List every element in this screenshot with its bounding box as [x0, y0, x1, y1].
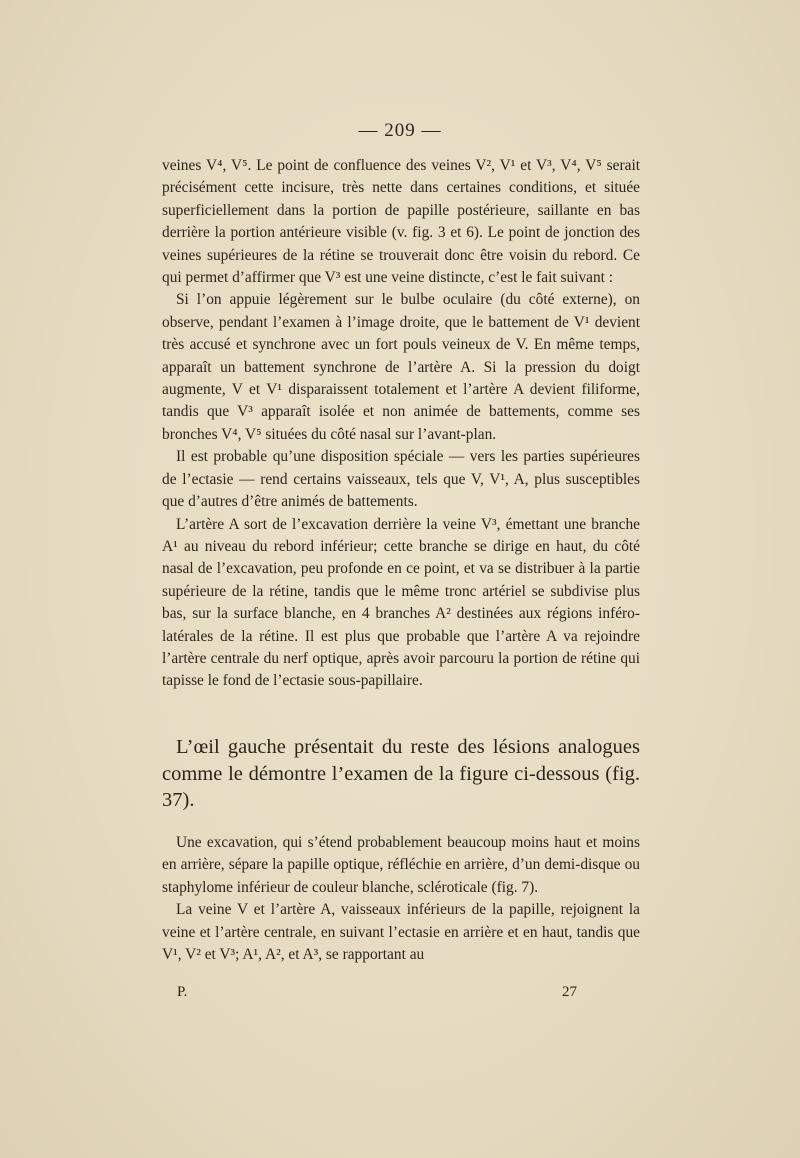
paragraph: Il est probable qu’une disposition spéciale — vers les parties supérieures de l’ectasie — rend certains vaisseaux, tels que V, V¹, A, plus susceptibles que d’autres d’être animés de battements.: [162, 448, 640, 511]
paragraph: Si l’on appuie légèrement sur le bulbe oculaire (du côté externe), on observe, pendant l’examen à l’image droite, que le battement de V¹ devient très accusé et synchrone avec un fort pouls veineux de V. En même temps, apparaît un battement synchrone de l’artère A. Si la pression du doigt augmente, V et V¹ disparaissent totalement et l’artère A devient filiforme, tandis que V³ apparaît isolée et non animée de battements, comme ses bronches V⁴, V⁵ situées du côté nasal sur l’avant-plan.: [162, 291, 640, 443]
sheet-number: 27: [562, 984, 577, 1000]
paragraph: Une excavation, qui s’étend probablement beaucoup moins haut et moins en arrière, sépare la papille optique, réfléchie en arrière, d’un demi-disque ou staphylome inférieur de couleur blanche, scléroticale (fig. 7).: [162, 834, 640, 896]
page-number: — 209 —: [358, 120, 442, 141]
paragraph: veines V⁴, V⁵. Le point de confluence des veines V², V¹ et V³, V⁴, V⁵ serait précisément cette incisure, très nette dans certaines conditions, et située superficiellement dans la portion de papille postérieure, saillante en bas derrière la portion antérieure visible (v. fig. 3 et 6). Le point de jonction des veines supérieures de la rétine se trouverait donc être voisin du rebord. Ce qui permet d’affirmer que V³ est une veine distincte, c’est le fait suivant :: [162, 157, 640, 287]
paragraph: L’artère A sort de l’excavation derrière la veine V³, émettant une branche A¹ au niveau du rebord inférieur; cette branche se dirige en haut, du côté nasal de l’excavation, peu profonde en ce point, et va se distribuer à la partie supérieure de la rétine, tandis que le même tronc artériel se subdivise plus bas, sur la surface blanche, en 4 branches A² destinées aux régions inféro-latérales de la rétine. Il est plus que probable que l’artère A va rejoindre l’artère centrale du nerf optique, après avoir parcouru la portion de rétine qui tapisse le fond de l’ectasie sous-papillaire.: [162, 515, 640, 690]
body-text-continued: [162, 832, 640, 966]
signature-mark: P.: [177, 984, 188, 1000]
paragraph: La veine V et l’artère A, vaisseaux inférieurs de la papille, rejoignent la veine et l’artère centrale, en suivant l’ectasie en arrière et en haut, tandis que V¹, V² et V³; A¹, A², et A³, se rapportant au: [162, 901, 640, 964]
large-paragraph: L’œil gauche présentait du reste des lésions analogues comme le démontre l’examen de la figure ci-dessous (fig. 37).: [162, 736, 640, 811]
body-text: [162, 155, 640, 693]
